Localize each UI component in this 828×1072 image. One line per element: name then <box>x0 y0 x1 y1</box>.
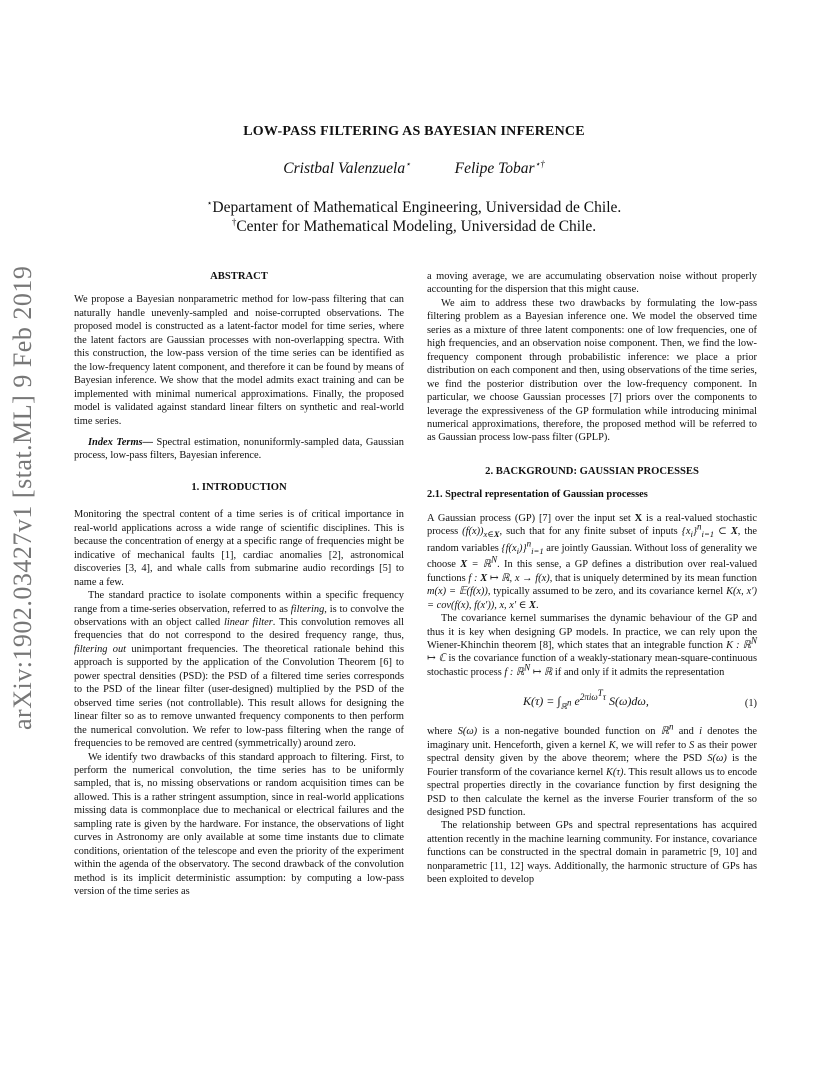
affiliations <box>74 198 754 236</box>
index-terms: Index Terms— Spectral estimation, nonuniformly-sampled data, Gaussian process, low-pass filters, Bayesian inference. <box>74 436 404 462</box>
arxiv-identifier: arXiv:1902.03427v1 [stat.ML] 9 Feb 2019 <box>8 265 37 730</box>
abstract-heading: ABSTRACT <box>210 271 268 282</box>
background-paragraph-1: A Gaussian process (GP) [7] over the input set X is a real-valued stochastic process $(f(x))_{x\in X}$, such that for any finite subset of inputs $\{x_i\}^n_{i=1}$ ⊂ X, the random variables $\{f(x_i)\}^n_{i=1}$ are jointly Gaussian. Without loss of generality we choose X = ℝ$^N$. In this sense, a GP defines a distribution over real-valued functions f : X ↦ ℝ, x → f(x), that is uniquely determined by its mean function m(x) = 𝔼(f(x)), typically assumed to be zero, and its covariance kernel K(x, x′) = cov(f(x), f(x′)), x, x′ ∈ X. <box>427 512 758 611</box>
author-1: Cristbal Valenzuela⋆ <box>283 158 411 177</box>
intro-paragraph-3-continued: a moving average, we are accumulating observation noise without properly accounting for the dispersion that this might cause. <box>427 271 757 296</box>
background-paragraph-3: where S(ω) is a non-negative bounded function on ℝ$^n$ and i denotes the imaginary unit. Henceforth, given a kernel K, we will refer to S as their power spectral density given by the above theorem; where the PSD S(ω) is the Fourier transform of the covariance kernel K(τ). This result allows us to encode spectral properties directly in the covariance function by first designing the PSD to then calculate the kernel as the inverse Fourier transform of the so designed PSD function. <box>427 721 757 818</box>
equation-1-body: $K(\tau) = \int_{ℝ^n}$ $e^{2\pi i\omega^T\tau}$ S(ω)dω, <box>522 688 649 711</box>
affiliation-1: ⋆Departament of Mathematical Engineering, Universidad de Chile. <box>206 197 622 216</box>
intro-paragraph-1: Monitoring the spectral content of a time series is of critical importance in real-world applications across a wide range of scientific disciplines. This is because the concentration of energy at a specific range of frequencies might be indicative of mechanical faults [1], cardiac anomalies [2], astronomical discoveries [3, 4], and whale calls from submarine audio recordings [5] to name a few. <box>74 509 404 588</box>
equation-1 <box>427 688 757 713</box>
affiliation-2: †Center for Mathematical Modeling, Universidad de Chile. <box>231 216 597 235</box>
author-list <box>74 160 754 178</box>
intro-paragraph-2: The standard practice to isolate components within a specific frequency range from a time-series observation, referred to as filtering, is to convolve the observations with an object called linear filter. This convolution removes all frequencies that do not correspond to the desired frequency range, thus, filtering out unimportant frequencies. The theoretical rationale behind this approach is supported by the application of the Convolution Theorem [6] to power spectral densities (PSD): the PSD of a filtered time series corresponds to the PSD of the linear filter (user-designed) multiplied by the PSD of the observed time series (not controllable). This result allows for designing the linear filter so as to remove unwanted frequency components to then perform the numerical convolution. We refer to low-pass filtering when the range of frequencies to be removed are centred (symmetrically) around zero. <box>74 590 405 750</box>
intro-paragraph-3: We identify two drawbacks of this standard approach to filtering. First, to perform the numerical convolution, the time series has to be uniformly sampled, that is, no missing observations or random acquisition times can be allowed. This is a rather stringent assumption, since in real-world applications missing data is commonplace due to mechanical or electrical failures and the sampling rate is given by the hardware. For instance, the observations of light curves in Astronomy are only available at some time instants due to climate conditions, orientation of the telescope and even the priority of the experiment within the agenda of the observatory. The second drawback of the convolution method is its implicit deterministic assumption: by computing a low-pass version of the time series as <box>74 751 404 898</box>
background-paragraph-2: The covariance kernel summarises the dynamic behaviour of the GP and thus it is key when designing GP models. In practice, we can rely upon the Wiener-Khinchin theorem [8], which states that an integrable function K : ℝ$^N$ ↦ ℂ is the covariance function of a weakly-stationary mean-square-continuous stochastic process f : ℝ$^N$ ↦ ℝ if and only if it admits the representation <box>427 613 757 678</box>
section-2-heading: 2. BACKGROUND: GAUSSIAN PROCESSES <box>485 465 699 477</box>
subsection-2-1-heading: 2.1. Spectral representation of Gaussian processes <box>427 489 648 501</box>
left-column <box>74 270 404 898</box>
author-2: Felipe Tobar⋆† <box>454 158 545 177</box>
background-paragraph-4: The relationship between GPs and spectral representations has acquired attention recently in the machine learning community. For instance, covariance functions can be constructed in the spectral domain in parametric [9, 10] and nonparametric [11, 12] ways. Additionally, the harmonic structure of GPs has been exploited to develop <box>427 820 757 886</box>
abstract-text: We propose a Bayesian nonparametric method for low-pass filtering that can naturally handle unevenly-sampled and noise-corrupted observations. The proposed model is constructed as a latent-factor model for time series, where the latent factors are Gaussian processes with non-overlapping spectra. With this construction, the low-pass version of the time series can be identified as the low-frequency latent component, and therefore it can be found by means of Bayesian inference. We show that the model admits exact training and can be implemented with minimal numerical approximations. Finally, the proposed model is validated against standard linear filters on synthetic and real-world time series. <box>74 294 404 427</box>
equation-1-number: (1) <box>744 697 757 709</box>
section-1-heading: 1. INTRODUCTION <box>191 481 287 493</box>
paper-title: LOW-PASS FILTERING AS BAYESIAN INFERENCE <box>243 124 585 139</box>
right-column <box>427 270 757 887</box>
intro-paragraph-4: We aim to address these two drawbacks by formulating the low-pass filtering problem as a Bayesian inference one. We model the observed time series as a mixture of three latent components: one of low frequencies, one of high frequencies, and an observation noise component. Then, we find the low-frequency component through probabilistic inference: we place a prior distribution on each component and then, using observations of the time series, we find the posterior distribution over the low-frequency component. In particular, we choose Gaussian processes [7] priors over the components to leverage the expressiveness of the GP formulation while introducing minimal numerical approximations, therefore, the proposed method will be referred to as Gaussian process low-pass filter (GPLP). <box>427 297 757 444</box>
